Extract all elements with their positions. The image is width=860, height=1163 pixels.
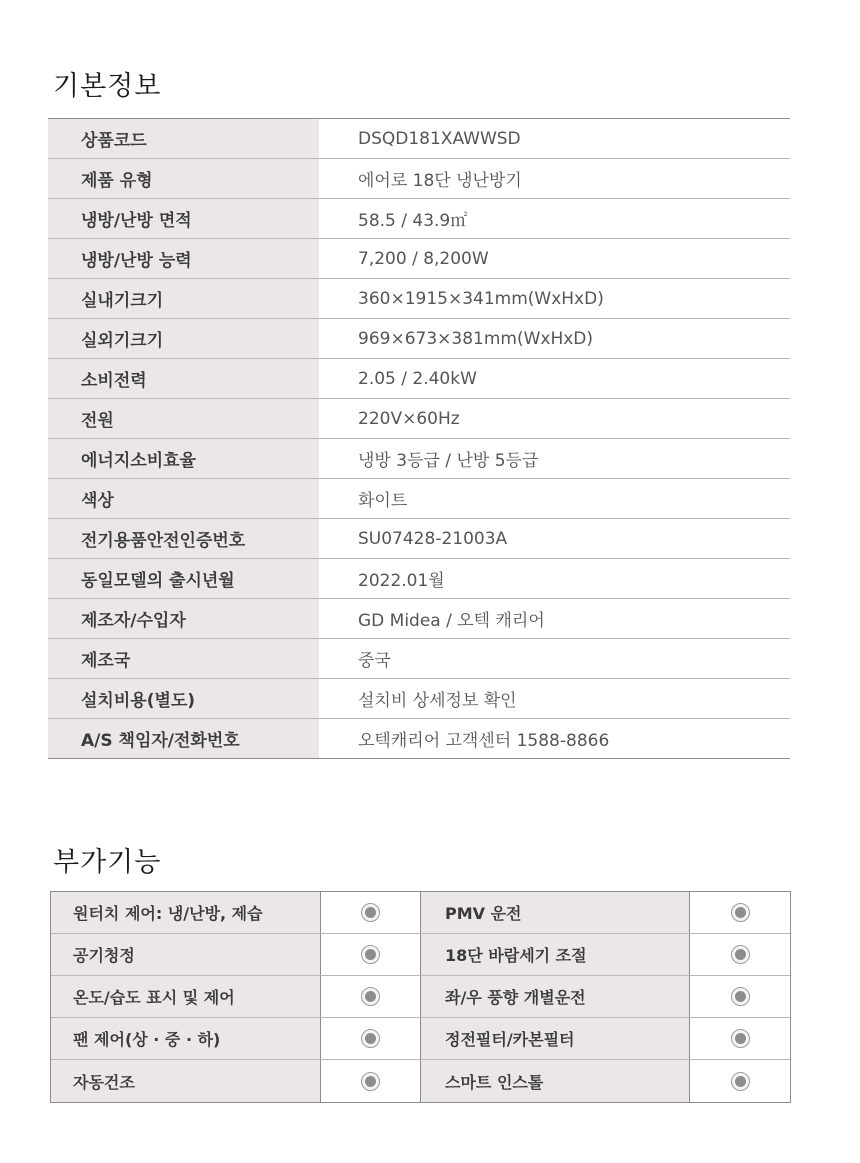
radio-selected-icon <box>361 903 380 922</box>
spec-value-manufacturer: GD Midea / 오텍 캐리어 <box>358 611 545 631</box>
table-row <box>51 1018 790 1060</box>
table-row <box>48 479 790 519</box>
spec-label-manufacturer: 제조자/수입자 <box>48 599 319 638</box>
spec-value-install-cost: 설치비 상세정보 확인 <box>358 691 517 711</box>
radio-selected-icon <box>731 903 750 922</box>
table-row <box>48 119 790 159</box>
basic-info-title: 기본정보 <box>53 71 162 102</box>
spec-value-area: 58.5 / 43.9㎡ <box>358 211 468 231</box>
radio-selected-icon <box>361 945 380 964</box>
spec-value-as-contact: 오텍캐리어 고객센터 1588-8866 <box>358 731 610 751</box>
spec-label-install-cost: 설치비용(별도) <box>48 679 319 718</box>
table-row <box>48 599 790 639</box>
table-row <box>48 559 790 599</box>
spec-label-safety-cert: 전기용품안전인증번호 <box>48 519 319 558</box>
feature-label: 자동건조 <box>51 1060 321 1102</box>
spec-value-product-type: 에어로 18단 냉난방기 <box>358 171 522 191</box>
table-row <box>48 359 790 399</box>
spec-value-energy-efficiency: 냉방 3등급 / 난방 5등급 <box>358 451 539 471</box>
extra-features-table <box>50 891 791 1103</box>
spec-label-power-consumption: 소비전력 <box>48 359 319 398</box>
spec-value-product-code: DSQD181XAWWSD <box>358 128 521 149</box>
table-row <box>48 519 790 559</box>
table-row <box>51 892 790 934</box>
spec-label-energy-efficiency: 에너지소비효율 <box>48 439 319 478</box>
spec-label-as-contact: A/S 책임자/전화번호 <box>48 719 319 758</box>
feature-label: 스마트 인스톨 <box>421 1060 690 1102</box>
spec-value-indoor-size: 360×1915×341mm(WxHxD) <box>358 288 604 309</box>
table-row <box>48 279 790 319</box>
table-row <box>48 199 790 239</box>
spec-value-power-consumption: 2.05 / 2.40kW <box>358 368 477 389</box>
spec-value-outdoor-size: 969×673×381mm(WxHxD) <box>358 328 594 349</box>
spec-label-capacity: 냉방/난방 능력 <box>48 239 319 278</box>
feature-label: 원터치 제어: 냉/난방, 제습 <box>51 892 321 933</box>
spec-label-outdoor-size: 실외기크기 <box>48 319 319 358</box>
feature-label: 좌/우 풍향 개별운전 <box>421 976 690 1017</box>
spec-label-product-type: 제품 유형 <box>48 159 319 198</box>
spec-value-power-supply: 220V×60Hz <box>358 408 460 429</box>
radio-selected-icon <box>361 1029 380 1048</box>
table-row <box>48 719 790 759</box>
spec-value-safety-cert: SU07428-21003A <box>358 528 508 549</box>
table-row <box>48 399 790 439</box>
table-row <box>48 439 790 479</box>
radio-selected-icon <box>361 1072 380 1091</box>
spec-label-color: 색상 <box>48 479 319 518</box>
radio-selected-icon <box>731 987 750 1006</box>
feature-label: 온도/습도 표시 및 제어 <box>51 976 321 1017</box>
radio-selected-icon <box>361 987 380 1006</box>
spec-value-capacity: 7,200 / 8,200W <box>358 248 489 269</box>
feature-label: 18단 바람세기 조절 <box>421 934 690 975</box>
table-row <box>48 679 790 719</box>
table-row <box>48 639 790 679</box>
table-row <box>51 934 790 976</box>
feature-label: 공기청정 <box>51 934 321 975</box>
radio-selected-icon <box>731 1072 750 1091</box>
table-row <box>48 239 790 279</box>
extra-features-title: 부가기능 <box>53 847 162 878</box>
spec-label-country: 제조국 <box>48 639 319 678</box>
spec-label-release-date: 동일모델의 출시년월 <box>48 559 319 598</box>
basic-info-table <box>48 118 790 759</box>
spec-label-area: 냉방/난방 면적 <box>48 199 319 238</box>
table-row <box>48 159 790 199</box>
spec-value-country: 중국 <box>358 651 391 671</box>
table-row <box>51 1060 790 1102</box>
spec-label-indoor-size: 실내기크기 <box>48 279 319 318</box>
spec-label-power-supply: 전원 <box>48 399 319 438</box>
spec-value-color: 화이트 <box>358 491 408 511</box>
spec-label-product-code: 상품코드 <box>48 119 319 158</box>
feature-label: 팬 제어(상 · 중 · 하) <box>51 1018 321 1059</box>
table-row <box>51 976 790 1018</box>
feature-label: PMV 운전 <box>421 892 690 933</box>
spec-value-release-date: 2022.01월 <box>358 571 445 591</box>
table-row <box>48 319 790 359</box>
feature-label: 정전필터/카본필터 <box>421 1018 690 1059</box>
radio-selected-icon <box>731 945 750 964</box>
radio-selected-icon <box>731 1029 750 1048</box>
